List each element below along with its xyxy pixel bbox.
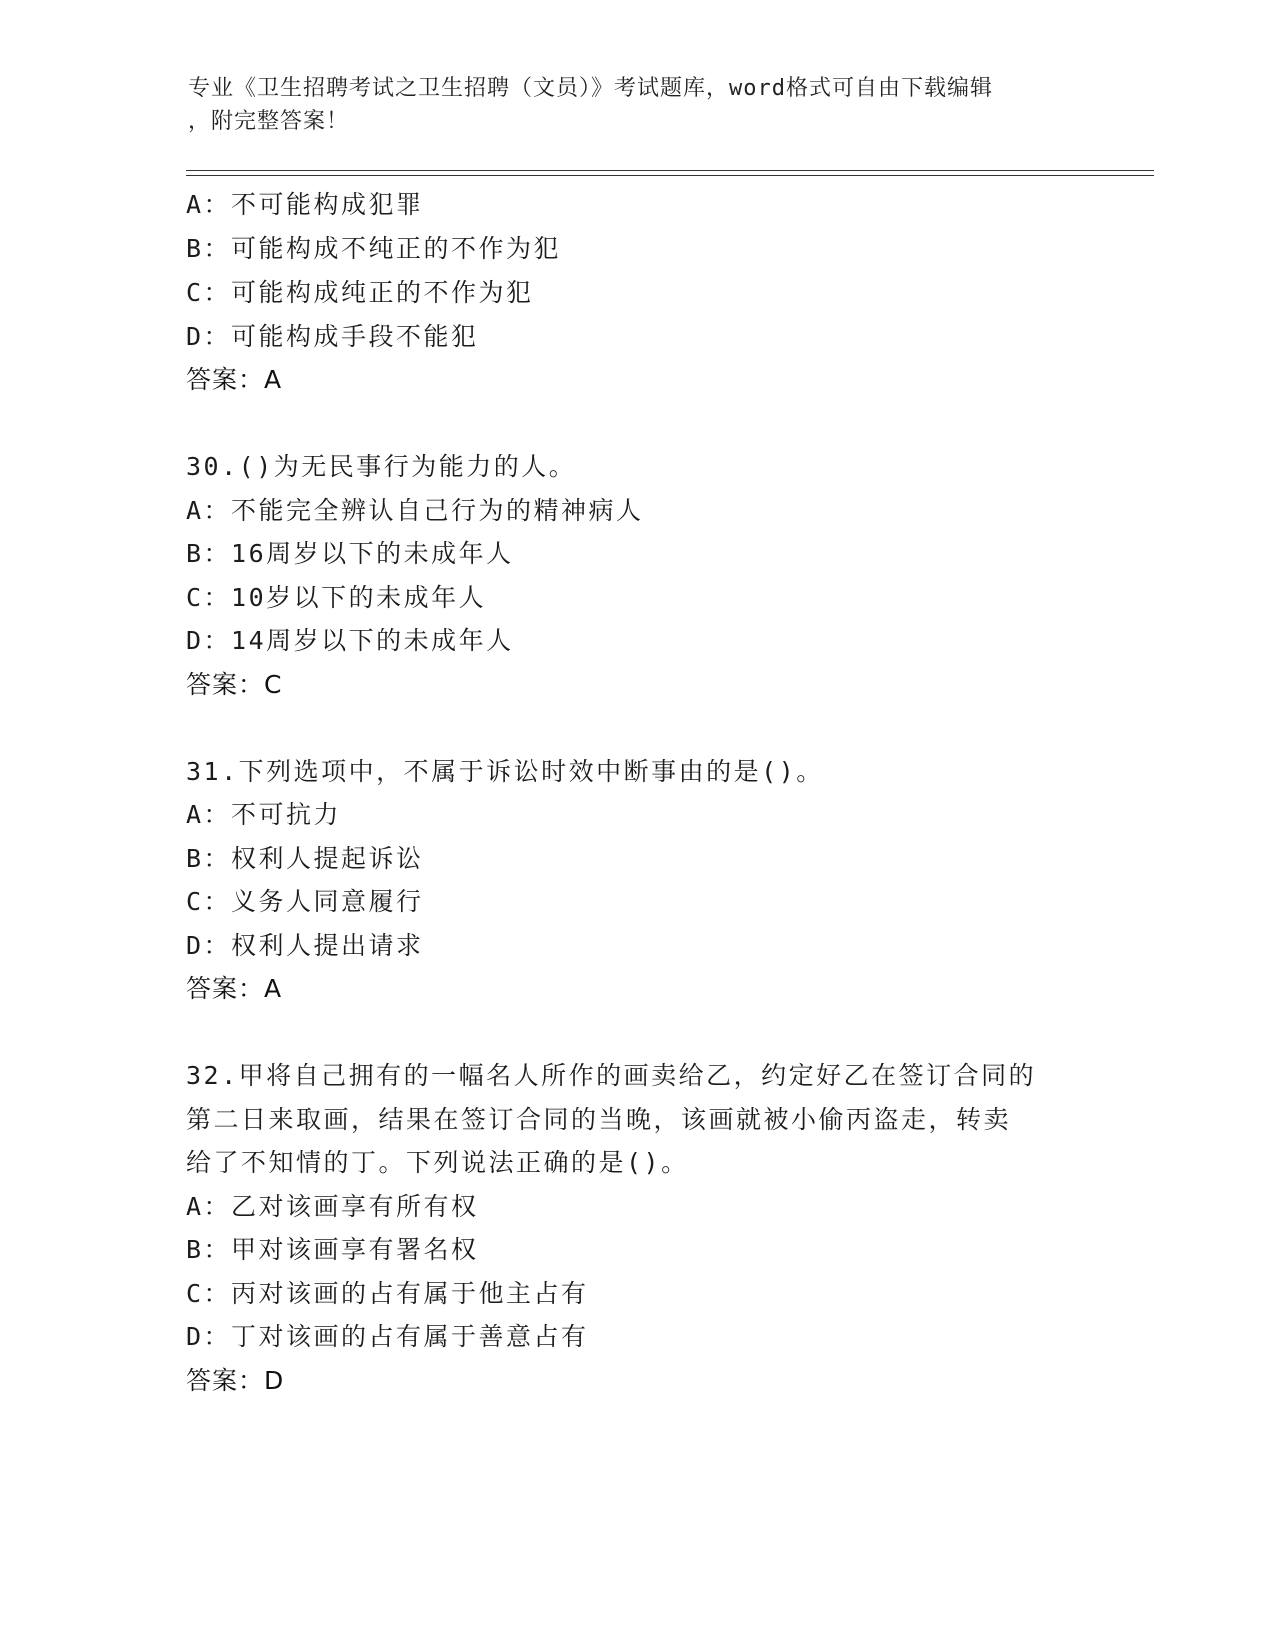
question-stem-line-1: 32.甲将自己拥有的一幅名人所作的画卖给乙，约定好乙在签订合同的 [186,1061,1037,1090]
header-divider-bottom [186,175,1154,176]
option-b: B：甲对该画享有署名权 [186,1235,479,1264]
header-line-2: ，附完整答案！ [188,109,350,134]
header-line-1: 专业《卫生招聘考试之卫生招聘（文员）》考试题库，word格式可自由下载编辑 [188,76,993,101]
question-stem-line-3: 给了不知情的丁。下列说法正确的是()。 [186,1148,689,1177]
option-b: B：16周岁以下的未成年人 [186,539,514,568]
option-c: C：10岁以下的未成年人 [186,583,487,612]
option-b: B：可能构成不纯正的不作为犯 [186,234,562,263]
option-c: C：丙对该画的占有属于他主占有 [186,1279,589,1308]
option-d: D：权利人提出请求 [186,931,424,960]
answer-label: 答案：A [186,974,283,1003]
document-header [188,72,1088,138]
option-a: A：乙对该画享有所有权 [186,1192,479,1221]
option-a: A：不可抗力 [186,800,342,829]
question-stem: 31.下列选项中，不属于诉讼时效中断事由的是()。 [186,757,824,786]
option-c: C：可能构成纯正的不作为犯 [186,278,534,307]
question-stem-line-2: 第二日来取画，结果在签订合同的当晚，该画就被小偷丙盗走，转卖 [186,1105,1012,1134]
option-c: C：义务人同意履行 [186,887,424,916]
option-d: D：可能构成手段不能犯 [186,322,479,351]
option-a: A：不可能构成犯罪 [186,190,424,219]
option-b: B：权利人提起诉讼 [186,844,424,873]
header-divider-top [186,170,1154,171]
option-a: A：不能完全辨认自己行为的精神病人 [186,496,644,525]
answer-label: 答案：D [186,1366,285,1395]
option-d: D：丁对该画的占有属于善意占有 [186,1322,589,1351]
option-d: D：14周岁以下的未成年人 [186,626,514,655]
answer-label: 答案：C [186,670,283,699]
answer-label: 答案：A [186,365,283,394]
question-stem: 30.()为无民事行为能力的人。 [186,452,577,481]
